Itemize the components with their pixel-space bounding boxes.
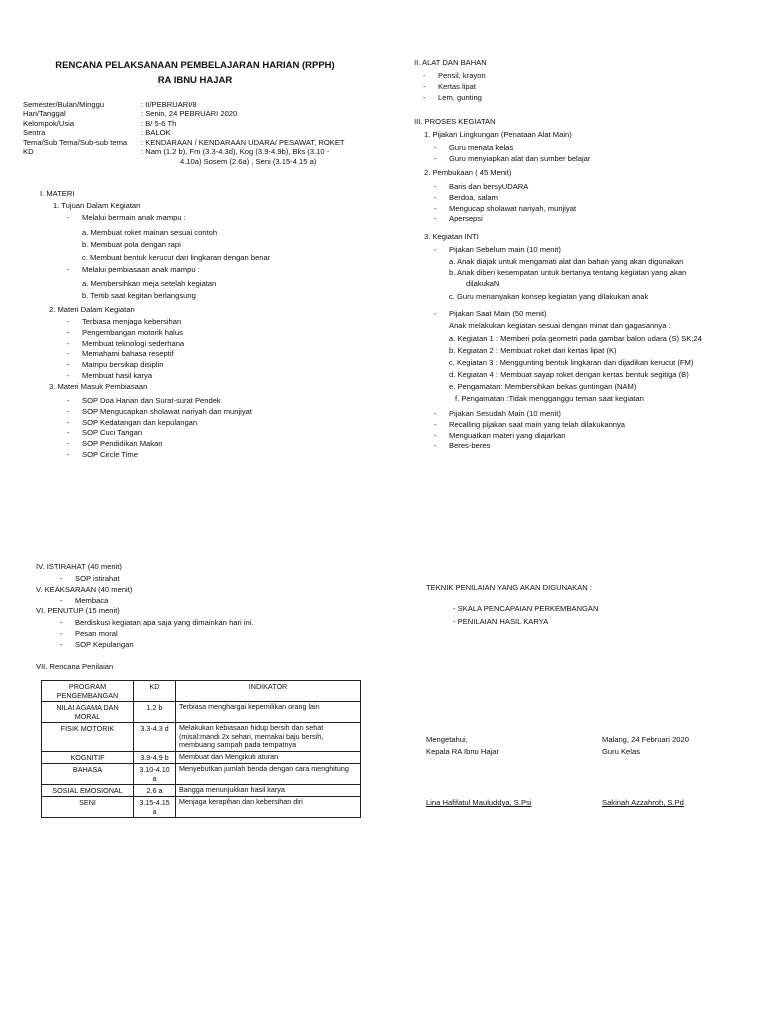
- list-item: - Kertas lipat: [438, 82, 486, 91]
- list-item: - SOP istirahat: [75, 574, 120, 583]
- list-item: - Pijakan Sesudah Main (10 menit): [449, 409, 625, 418]
- identity-label: Tema/Sub Tema/Sub-sub tema: [23, 137, 128, 147]
- list-item: - SOP Circle Time: [82, 450, 252, 459]
- p3-heading: 3. Kegiatan INTI: [424, 232, 479, 241]
- identity-row: [23, 109, 345, 118]
- list-item: - Guru menata kelas: [449, 143, 590, 152]
- program-cell: NILAI AGAMA DAN MORAL: [42, 702, 134, 723]
- istirahat-items: [75, 574, 120, 585]
- proses-heading: III. PROSES KEGIATAN: [414, 117, 496, 126]
- istirahat-heading: IV. ISTIRAHAT (40 menit): [36, 562, 122, 571]
- kd-cell: 2.6 a: [134, 784, 176, 796]
- list-item: c. Membuat bentuk kerucut dari lingkaran dengan benar: [82, 252, 271, 262]
- kd-cell: 3.3-4.3 d: [134, 723, 176, 752]
- table-row: [42, 751, 361, 763]
- column-header: KD: [134, 681, 176, 702]
- list-item: - Pijakan Saat Main (50 menit): [449, 309, 547, 318]
- identity-value: : II/PEBRUARI/8: [141, 100, 197, 109]
- teknik-item: - SKALA PENCAPAIAN PERKEMBANGAN: [453, 604, 599, 613]
- kd-cell: 3.10-4.10 a: [134, 763, 176, 784]
- list-item: - SOP Kepulangan: [75, 640, 254, 649]
- indikator-cell: Bangga menunjukkan hasil karya: [176, 784, 361, 796]
- identity-row: [23, 128, 345, 137]
- p2-heading: 2. Pembukaan ( 45 Menit): [424, 168, 512, 177]
- identity-value: : BALOK: [141, 128, 171, 138]
- teknik-item: - PENILAIAN HASIL KARYA: [453, 617, 549, 626]
- teknik-heading: TEKNIK PENILAIAN YANG AKAN DIGUNAKAN :: [426, 583, 592, 592]
- signature-left-label2: Kepala RA Ibnu Hajar: [426, 747, 500, 756]
- signature-left-name: Lina Hafifatul Mauluddya, S.Psi: [426, 798, 532, 807]
- identity-kd-continuation: 4.10a) Sosem (2.6a) , Seni (3.15-4.15 a): [180, 156, 317, 166]
- list-item: - Mampu bersikap disiplin: [82, 360, 184, 369]
- identity-block: [23, 100, 345, 166]
- p2-items: [449, 182, 576, 225]
- sebelum-heading-list: [449, 245, 561, 256]
- list-item: f. Pengamatan :Tidak mengganggu teman saat kegiatan: [455, 393, 644, 403]
- identity-row: [23, 100, 345, 109]
- sesudah-items: [449, 409, 625, 452]
- indikator-cell: Menjaga kerapihan dan kebersihan diri: [176, 796, 361, 817]
- program-cell: SENI: [42, 796, 134, 817]
- program-cell: FISIK MOTORIK: [42, 723, 134, 752]
- program-cell: KOGNITIF: [42, 751, 134, 763]
- table-row: [42, 784, 361, 796]
- list-item: - Pesan moral: [75, 629, 254, 638]
- penilaian-heading: VII. Rencana Penilaian: [36, 662, 114, 671]
- list-item: - Pensil, krayon: [438, 71, 486, 80]
- list-item: - Beres-beres: [449, 441, 625, 450]
- alat-items: [438, 71, 486, 103]
- list-item: - SOP Doa Harian dan Surat-surat Pendek: [82, 396, 252, 405]
- bermain-items: [82, 228, 270, 264]
- table-row: [42, 723, 361, 752]
- list-item: - Memahami bahasa reseptif: [82, 349, 184, 358]
- signature-left-label1: Mengetahui,: [426, 735, 468, 744]
- identity-value: : B/ 5-6 Th: [141, 118, 177, 128]
- identity-value: : KENDARAAN / KENDARAAN UDARA/ PESAWAT, ROKET: [141, 137, 345, 147]
- identity-label: Kelompok/Usia: [23, 118, 75, 128]
- list-item: - Membaca: [75, 596, 108, 605]
- identity-label: Sentra: [23, 128, 46, 138]
- school-name: RA IBNU HAJAR: [157, 75, 233, 86]
- kd-cell: 3.9-4.9 b: [134, 751, 176, 763]
- sebelum-items: [449, 257, 686, 303]
- list-item: b. Membuat pola dengan rapi: [82, 240, 181, 250]
- penutup-items: [75, 618, 254, 650]
- list-item: - SOP Kedatangan dan kepulangan: [82, 418, 252, 427]
- assessment-table: [41, 680, 361, 818]
- saat-items: [449, 334, 702, 405]
- materi2-heading: 2. Materi Dalam Kegiatan: [49, 305, 135, 314]
- list-item: - Guru menyiapkan alat dan sumber belajar: [449, 154, 590, 163]
- identity-label: Hari/Tanggal: [23, 109, 66, 119]
- list-item: e. Pengamatan: Membersihkan bekas guntingan (NAM): [449, 381, 637, 391]
- list-item: a. Membuat roket mainan sesuai contoh: [82, 228, 218, 237]
- list-item: b. Anak diberi kesempatan untuk bertanya tentang kegiatan yang akan: [449, 268, 687, 278]
- list-item: - SOP Mengucapkan sholawat nariyah dan munjiyat: [82, 407, 252, 416]
- pembiasaan-list: [82, 265, 200, 276]
- saat-intro: Anak melakukan kegiatan sesuai dengan minat dan gagasannya :: [449, 321, 671, 330]
- signature-right-label1: Malang, 24 Februari 2020: [602, 735, 689, 744]
- table-row: [42, 796, 361, 817]
- document-title: RENCANA PELAKSANAAN PEMBELAJARAN HARIAN (RPPH): [55, 60, 335, 71]
- list-item: - Terbiasa menjaga kebersihan: [82, 317, 184, 326]
- list-item: - Melalui bermain anak mampu :: [82, 213, 186, 222]
- table-header-row: [42, 681, 361, 702]
- list-item: - Pengembangan motorik halus: [82, 328, 184, 337]
- materi-heading: I. MATERI: [40, 189, 75, 198]
- bermain-list: [82, 213, 186, 224]
- identity-label: KD: [23, 147, 34, 157]
- pembiasaan-items: [82, 279, 216, 302]
- list-item: dilakukaN: [466, 279, 500, 289]
- list-item: - Mengucap sholawat nariyah, munjiyat: [449, 204, 576, 213]
- materi2-items: [82, 317, 184, 382]
- program-cell: BAHASA: [42, 763, 134, 784]
- list-item: - Recalling pijakan saat main yang telah dilakukannya: [449, 420, 625, 429]
- list-item: a. Kegiatan 1 : Memberi pola geometri pada gambar balon udara (S) SK;24: [449, 334, 702, 343]
- list-item: b. Tertib saat kegitan berlangsung: [82, 291, 196, 301]
- saat-heading-list: [449, 309, 547, 320]
- list-item: - Pijakan Sebelum main (10 menit): [449, 245, 561, 254]
- identity-row: [23, 147, 345, 156]
- list-item: a. Anak diajak untuk mengamati alat dan bahan yang akan digunakan: [449, 257, 684, 266]
- list-item: - Membuat hasil karya: [82, 371, 184, 380]
- keaksaraan-heading: V. KEAKSARAAN (40 menit): [36, 585, 133, 594]
- indikator-cell: Menyebutkan jumlah benda dengan cara menghitung: [176, 763, 361, 784]
- materi3-heading: 3. Materi Masuk Pembiasaan: [49, 382, 148, 391]
- identity-row: [23, 138, 345, 147]
- identity-row: [23, 119, 345, 128]
- list-item: - Membuat teknologi sederhana: [82, 339, 184, 348]
- kd-cell: 1.2 b: [134, 702, 176, 723]
- indikator-cell: Membuat dan Mengikuti aturan: [176, 751, 361, 763]
- list-item: b. Kegiatan 2 : Membuat roket dari kertas lipat (K): [449, 345, 617, 355]
- identity-value: : Nam (1.2 b), Fm (3.3-4.3d), Kog (3.9-4.9b), Bks (3.10 -: [141, 147, 330, 157]
- list-item: a. Membersihkan meja setelah kegiatan: [82, 279, 217, 288]
- tujuan-heading: 1. Tujuan Dalam Kegiatan: [53, 201, 141, 210]
- list-item: - Baris dan bersyUDARA: [449, 182, 576, 191]
- kd-cell: 3.15-4.15 a: [134, 796, 176, 817]
- penutup-heading: VI. PENUTUP (15 menit): [36, 606, 120, 615]
- column-header: PROGRAM PENGEMBANGAN: [42, 681, 134, 702]
- list-item: - Menguatkan materi yang diajarkan: [449, 431, 625, 440]
- list-item: - Lem, gunting: [438, 93, 486, 102]
- signature-right-name: Sakinah Azzahroh, S.Pd: [602, 798, 684, 807]
- table-row: [42, 702, 361, 723]
- indikator-cell: Terbiasa menghargai kepemilikan orang lain: [176, 702, 361, 723]
- list-item: c. Guru menanyakan konsep kegiatan yang dilakukan anak: [449, 291, 649, 301]
- list-item: - SOP Pendidikan Makan: [82, 439, 252, 448]
- list-item: - Melalui pembiasaan anak mampu :: [82, 265, 200, 274]
- list-item: - Berdiskusi kegiatan apa saja yang dimainkan hari ini.: [75, 618, 254, 627]
- list-item: - SOP Cuci Tangan: [82, 428, 252, 437]
- indikator-cell: Melakukan kebiasaan hidup bersih dan sehat (misal:mandi 2x sehari, memakai baju bersih, membuang sampah pada tempatnya: [176, 723, 361, 752]
- p1-heading: 1. Pijakan Lingkungan (Penataan Alat Main): [424, 130, 572, 139]
- list-item: - Berdoa, salam: [449, 193, 576, 202]
- materi3-items: [82, 396, 252, 461]
- list-item: d. Kegiatan 4 : Membuat sayap roket dengan kertas bentuk segitiga (B): [449, 369, 689, 379]
- alat-heading: II. ALAT DAN BAHAN: [414, 58, 487, 67]
- list-item: - Apersepsi: [449, 214, 576, 223]
- signature-right-label2: Guru Kelas: [602, 747, 640, 756]
- identity-value: : Senin, 24 PEBRUARI 2020: [141, 109, 238, 119]
- p1-items: [449, 143, 590, 165]
- identity-label: Semester/Bulan/Minggu: [23, 100, 105, 109]
- list-item: c. Kegiatan 3 : Menggunting bentuk lingkaran dan dijadikan kerucut (FM): [449, 357, 694, 367]
- table-row: [42, 763, 361, 784]
- column-header: INDIKATOR: [176, 681, 361, 702]
- program-cell: SOSIAL EMOSIONAL: [42, 784, 134, 796]
